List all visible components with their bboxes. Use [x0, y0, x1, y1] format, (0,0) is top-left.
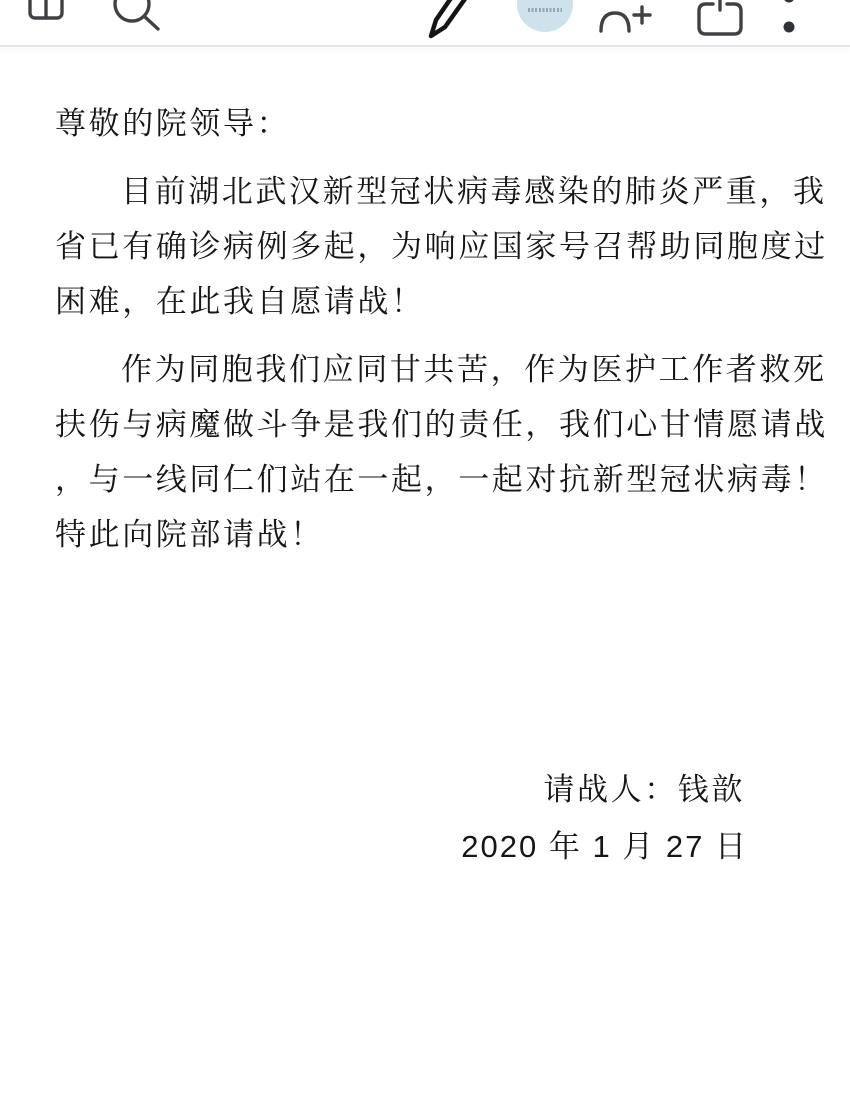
document-line: 目前湖北武汉新型冠状病毒感染的肺炎严重，我: [121, 174, 827, 209]
document-line: 省已有确诊病例多起，为响应国家号召帮助同胞度过: [55, 229, 828, 264]
edit-pen-button[interactable]: [426, 0, 476, 42]
document-salutation: 尊敬的院领导：: [55, 106, 291, 141]
more-button[interactable]: [782, 0, 796, 41]
contents-book-button[interactable]: [28, 0, 64, 20]
more-icon: [782, 0, 796, 41]
document-line: 作为同胞我们应同甘共苦，作为医护工作者救死: [121, 352, 827, 387]
document-line: 特此向院部请战！: [55, 517, 324, 552]
search-icon: [110, 0, 164, 32]
add-person-icon: [598, 0, 652, 34]
watermark-badge[interactable]: [517, 0, 573, 32]
share-button[interactable]: [696, 0, 744, 38]
document-line: 扶伤与病魔做斗争是我们的责任，我们心甘情愿请战: [55, 407, 828, 442]
document-line: 困难，在此我自愿请战！: [55, 284, 425, 319]
toolbar: [0, 0, 850, 45]
edit-pen-icon: [426, 0, 476, 42]
contents-book-icon: [28, 0, 64, 20]
watermark-badge-text: [528, 8, 562, 12]
document-line: ，与一线同仁们站在一起，一起对抗新型冠状病毒！: [55, 462, 828, 497]
date: 2020 年 1 月 27 日: [461, 829, 748, 864]
search-button[interactable]: [110, 0, 164, 32]
share-icon: [696, 0, 744, 38]
document: [0, 47, 850, 874]
signature: 请战人：钱歆: [543, 772, 745, 807]
add-person-button[interactable]: [598, 0, 652, 34]
